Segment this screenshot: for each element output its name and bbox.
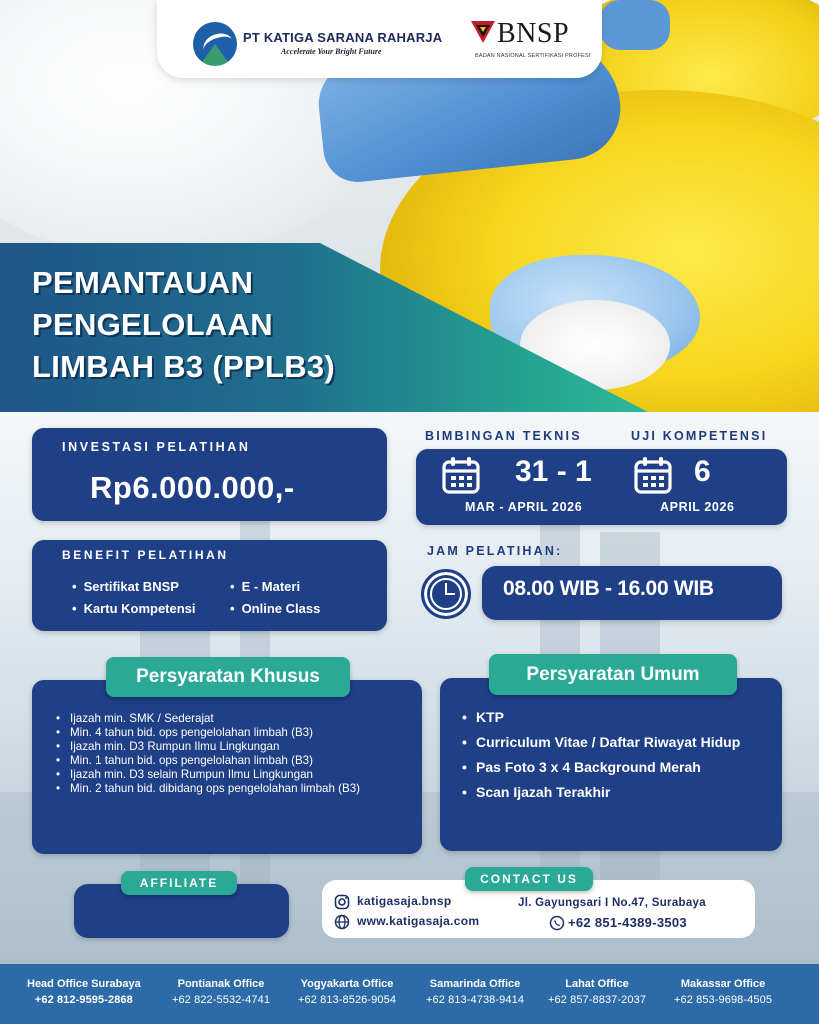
uji-month: APRIL 2026 — [660, 500, 735, 514]
glove-shape — [600, 0, 670, 50]
office-name: Yogyakarta Office — [300, 978, 394, 990]
jam-label: JAM PELATIHAN: — [427, 544, 563, 558]
contact-label: CONTACT US — [465, 867, 593, 891]
list-item: • Pas Foto 3 x 4 Background Merah — [462, 755, 762, 780]
whatsapp-icon — [549, 915, 565, 931]
footer-offices — [0, 964, 819, 1024]
list-item: • Curriculum Vitae / Daftar Riwayat Hidup — [462, 730, 762, 755]
list-item: • Ijazah min. D3 selain Rumpun Ilmu Lingkungan — [56, 768, 396, 782]
globe-icon — [334, 914, 350, 930]
page-title — [32, 262, 392, 388]
title-line: PENGELOLAAN — [32, 307, 273, 342]
address-text: Jl. Gayungsari I No.47, Surabaya — [518, 897, 706, 909]
bnsp-logo-icon — [471, 21, 495, 43]
jam-value: 08.00 WIB - 16.00 WIB — [503, 577, 714, 600]
khusus-label: Persyaratan Khusus — [106, 657, 350, 697]
bimtek-date: 31 - 1 — [515, 455, 592, 488]
office-item — [172, 978, 270, 1006]
office-phone: +62 853-9698-4505 — [674, 994, 773, 1006]
investment-label: INVESTASI PELATIHAN — [62, 440, 251, 454]
office-phone: +62 813-4738-9414 — [426, 994, 525, 1006]
title-line: LIMBAH B3 (PPLB3) — [32, 349, 336, 384]
umum-label: Persyaratan Umum — [489, 654, 737, 695]
list-item: • KTP — [462, 705, 762, 730]
title-line: PEMANTAUAN — [32, 265, 254, 300]
calendar-icon — [633, 455, 673, 495]
office-item — [426, 978, 524, 1006]
list-item: • Min. 4 tahun bid. ops pengelolahan limbah (B3) — [56, 726, 396, 740]
office-name: Lahat Office — [565, 978, 629, 990]
bimtek-month: MAR - APRIL 2026 — [465, 500, 583, 514]
website-link[interactable]: www.katigasaja.com — [357, 914, 480, 928]
company-tagline: Accelerate Your Bright Future — [281, 47, 382, 56]
office-name: Head Office Surabaya — [27, 978, 141, 990]
office-name: Pontianak Office — [177, 978, 265, 990]
list-item: • Ijazah min. SMK / Sederajat — [56, 712, 396, 726]
office-phone: +62 857-8837-2037 — [548, 994, 647, 1006]
bimtek-label: BIMBINGAN TEKNIS — [425, 429, 582, 443]
benefit-item: • Sertifikat BNSP — [72, 579, 179, 594]
office-item — [674, 978, 772, 1006]
uji-label: UJI KOMPETENSI — [631, 429, 768, 443]
benefit-item: • Online Class — [230, 601, 320, 616]
instagram-icon — [334, 894, 350, 910]
benefit-item: • Kartu Kompetensi — [72, 601, 196, 616]
khusus-list — [56, 712, 396, 796]
instagram-handle[interactable]: katigasaja.bnsp — [357, 894, 452, 908]
office-name: Makassar Office — [680, 978, 766, 990]
office-phone: +62 822-5532-4741 — [172, 994, 271, 1006]
office-name: Samarinda Office — [429, 978, 521, 990]
office-phone: +62 812-9595-2868 — [34, 994, 133, 1006]
company-name: PT KATIGA SARANA RAHARJA — [243, 30, 443, 45]
bnsp-name: BNSP — [497, 18, 570, 49]
benefit-item: • E - Materi — [230, 579, 300, 594]
list-item: • Scan Ijazah Terakhir — [462, 780, 762, 805]
list-item: • Ijazah min. D3 Rumpun Ilmu Lingkungan — [56, 740, 396, 754]
list-item: • Min. 1 tahun bid. ops pengelolahan limbah (B3) — [56, 754, 396, 768]
office-item — [298, 978, 396, 1006]
company-logo-icon — [193, 22, 237, 66]
clock-icon — [421, 569, 471, 619]
logo-header — [157, 0, 602, 78]
office-item — [548, 978, 646, 1006]
phone-number[interactable]: +62 851-4389-3503 — [568, 915, 687, 930]
bnsp-full-name: BADAN NASIONAL SERTIFIKASI PROFESI — [475, 53, 591, 59]
investment-price: Rp6.000.000,- — [90, 470, 295, 505]
benefit-label: BENEFIT PELATIHAN — [62, 548, 229, 562]
office-item — [27, 978, 141, 1006]
uji-date: 6 — [694, 455, 711, 488]
affiliate-label: AFFILIATE — [121, 871, 237, 895]
list-item: • Min. 2 tahun bid. dibidang ops pengelolahan limbah (B3) — [56, 782, 396, 796]
umum-list — [462, 705, 762, 805]
calendar-icon — [441, 455, 481, 495]
office-phone: +62 813-8526-9054 — [298, 994, 397, 1006]
